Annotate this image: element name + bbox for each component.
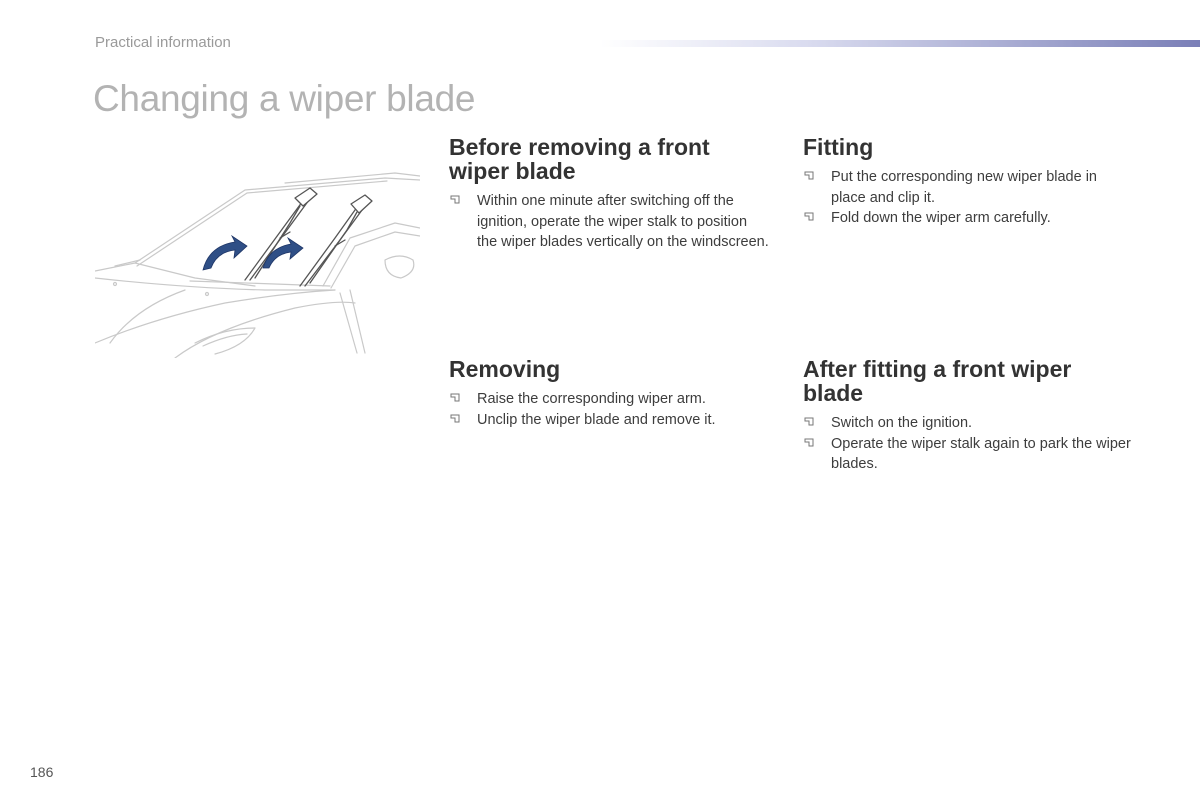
list-item: Switch on the ignition. [803,413,1133,434]
wiper-illustration [95,168,420,358]
list-item: Put the corresponding new wiper blade in place and clip it. [803,167,1133,208]
instruction-list [803,413,1133,475]
section-heading: Removing [449,356,561,382]
instruction-list [449,389,769,430]
list-item: Operate the wiper stalk again to park the wiper blades. [803,434,1133,475]
list-item: Within one minute after switching off the ignition, operate the wiper stalk to position the wiper blades vertically on the windscreen. [449,191,769,253]
instruction-list [449,191,769,253]
hand-pointer-icon [803,169,815,181]
section-label: Practical information [95,34,231,51]
section-after-fitting [803,357,1133,475]
windscreen-wiper-arms-raised-icon [95,168,420,358]
list-item: Raise the corresponding wiper arm. [449,389,769,410]
instruction-list [803,167,1133,229]
hand-pointer-icon [803,210,815,222]
page-number: 186 [30,764,54,780]
hand-pointer-icon [803,436,815,448]
section-fitting [803,135,1133,229]
list-item: Fold down the wiper arm carefully. [803,208,1133,229]
section-before-removing [449,135,769,253]
hand-pointer-icon [449,391,461,403]
hand-pointer-icon [449,193,461,205]
section-heading: After fitting a front wiper blade [803,356,1072,406]
section-heading: Before removing a front wiper blade [449,134,710,184]
hand-pointer-icon [449,412,461,424]
section-removing [449,357,769,430]
page-title: Changing a wiper blade [93,78,476,119]
hand-pointer-icon [803,415,815,427]
section-heading: Fitting [803,134,874,160]
header-accent-bar [600,40,1200,47]
list-item: Unclip the wiper blade and remove it. [449,410,769,431]
